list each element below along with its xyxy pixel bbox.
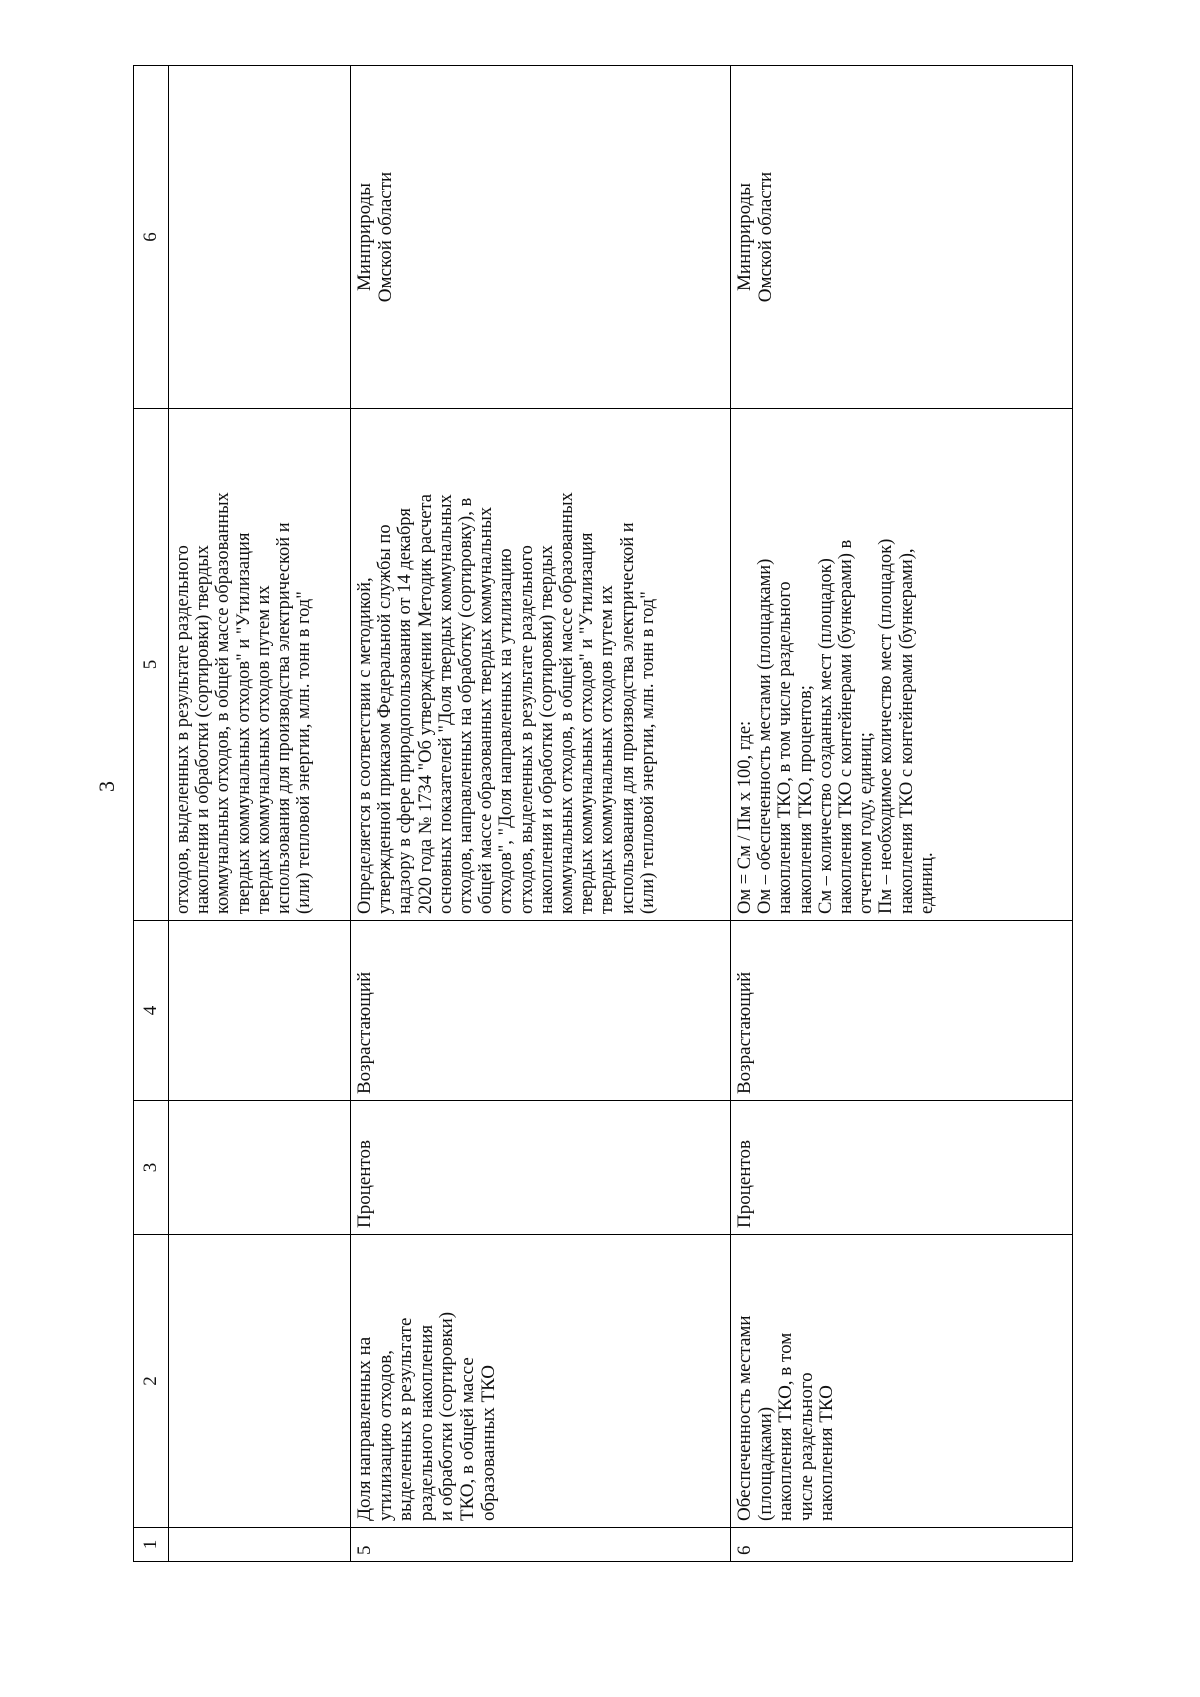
responsible-line: Омской области bbox=[374, 171, 396, 303]
method-line: накопления ТКО, в том числе раздельного bbox=[775, 581, 796, 914]
table-row bbox=[731, 66, 1073, 1562]
method-line: общей массе образованных твердых коммунальных bbox=[476, 506, 497, 914]
unit-cell: Процентов bbox=[351, 1101, 731, 1235]
method-line: Ом – обеспеченность местами (площадками) bbox=[755, 558, 776, 914]
method-line: отчетном году, единиц; bbox=[856, 732, 877, 914]
column-header: 3 bbox=[134, 1101, 169, 1235]
column-header: 1 bbox=[134, 1528, 169, 1562]
row-number bbox=[169, 1528, 351, 1562]
method-cell bbox=[731, 409, 1073, 921]
unit-cell: Процентов bbox=[731, 1101, 1073, 1235]
trend-cell: Возрастающий bbox=[731, 921, 1073, 1101]
column-header: 2 bbox=[134, 1235, 169, 1528]
method-line: Определяется в соответствии с методикой, bbox=[355, 577, 375, 914]
indicator-line: ТКО, в общей массе bbox=[456, 1357, 478, 1521]
indicator-line: числе раздельного bbox=[795, 1372, 817, 1521]
responsible-line: Минприроды bbox=[734, 183, 755, 291]
indicator-table-container bbox=[133, 66, 1073, 1562]
responsible-cell bbox=[169, 66, 351, 409]
responsible-cell bbox=[351, 66, 731, 409]
method-line: накопления ТКО, процентов; bbox=[795, 685, 816, 914]
indicator-line: Обеспеченность местами bbox=[734, 1315, 755, 1521]
method-line: твердых коммунальных отходов путем их bbox=[597, 585, 618, 914]
method-line: Пм – необходимое количество мест (площадок) bbox=[876, 538, 897, 914]
indicator-line: раздельного накопления bbox=[415, 1324, 437, 1521]
method-cell bbox=[169, 409, 351, 921]
table-row bbox=[351, 66, 731, 1562]
method-line: основных показателей "Доля твердых коммунальных bbox=[435, 494, 456, 914]
column-header: 5 bbox=[134, 409, 169, 921]
indicator-line: и обработки (сортировки) bbox=[436, 1311, 458, 1521]
method-line: 2020 года № 1734 "Об утверждении Методик расчета bbox=[415, 494, 436, 914]
method-line: коммунальных отходов, в общей массе образованных bbox=[557, 492, 578, 914]
method-line: накопления и обработки (сортировки) твердых bbox=[536, 545, 557, 914]
page-number: 3 bbox=[94, 781, 119, 792]
responsible-line: Омской области bbox=[754, 171, 776, 303]
method-line: отходов", "Доля направленных на утилизацию bbox=[496, 548, 517, 914]
indicator-line: накопления ТКО, в том bbox=[775, 1332, 797, 1521]
method-line: твердых коммунальных отходов" и "Утилизация bbox=[233, 532, 254, 914]
indicator-line: накопления ТКО bbox=[816, 1385, 838, 1521]
table-header-row bbox=[134, 66, 169, 1562]
method-line: отходов, выделенных в результате раздельного bbox=[173, 545, 193, 914]
method-line: утвержденной приказом Федеральной службы по bbox=[375, 524, 396, 914]
method-line: отходов, направленных на обработку (сортировку), в bbox=[456, 497, 477, 914]
method-line: отходов, выделенных в результате раздельного bbox=[516, 545, 537, 914]
method-line: единиц. bbox=[916, 852, 937, 914]
row-number: 6 bbox=[731, 1528, 1073, 1562]
indicator-name bbox=[731, 1235, 1073, 1528]
trend-cell: Возрастающий bbox=[351, 921, 731, 1101]
method-line: использования для производства электрической и bbox=[274, 522, 295, 914]
column-header: 6 bbox=[134, 66, 169, 409]
method-line: накопления ТКО с контейнерами (бункерами) в bbox=[836, 539, 857, 914]
unit-cell bbox=[169, 1101, 351, 1235]
responsible-cell bbox=[731, 66, 1073, 409]
method-line: твердых коммунальных отходов путем их bbox=[253, 585, 274, 914]
method-line: использования для производства электрической и bbox=[617, 522, 638, 914]
responsible-line: Минприроды bbox=[354, 183, 375, 291]
indicator-line: выделенных в результате bbox=[395, 1317, 417, 1521]
indicator-table bbox=[133, 65, 1073, 1562]
method-line: коммунальных отходов, в общей массе образованных bbox=[213, 492, 234, 914]
method-cell bbox=[351, 409, 731, 921]
method-line: (или) тепловой энергии, млн. тонн в год" bbox=[637, 591, 658, 914]
row-number: 5 bbox=[351, 1528, 731, 1562]
table-row bbox=[169, 66, 351, 1562]
method-line: Ом = См / Пм х 100, где: bbox=[735, 720, 755, 914]
method-line: См – количество созданных мест (площадок) bbox=[815, 558, 836, 914]
indicator-line: образованных ТКО bbox=[477, 1364, 499, 1521]
indicator-name bbox=[169, 1235, 351, 1528]
method-line: надзору в сфере природопользования от 14 декабря bbox=[395, 507, 416, 914]
indicator-line: (площадками) bbox=[754, 1406, 776, 1521]
indicator-line: Доля направленных на bbox=[354, 1336, 375, 1521]
column-header: 4 bbox=[134, 921, 169, 1101]
indicator-name bbox=[351, 1235, 731, 1528]
method-line: твердых коммунальных отходов" и "Утилизация bbox=[577, 532, 598, 914]
method-line: накопления ТКО с контейнерами (бункерами), bbox=[896, 548, 917, 914]
trend-cell bbox=[169, 921, 351, 1101]
method-line: накопления и обработки (сортировки) твердых bbox=[193, 545, 214, 914]
indicator-line: утилизацию отходов, bbox=[374, 1349, 396, 1521]
method-line: (или) тепловой энергии, млн. тонн в год" bbox=[294, 591, 315, 914]
